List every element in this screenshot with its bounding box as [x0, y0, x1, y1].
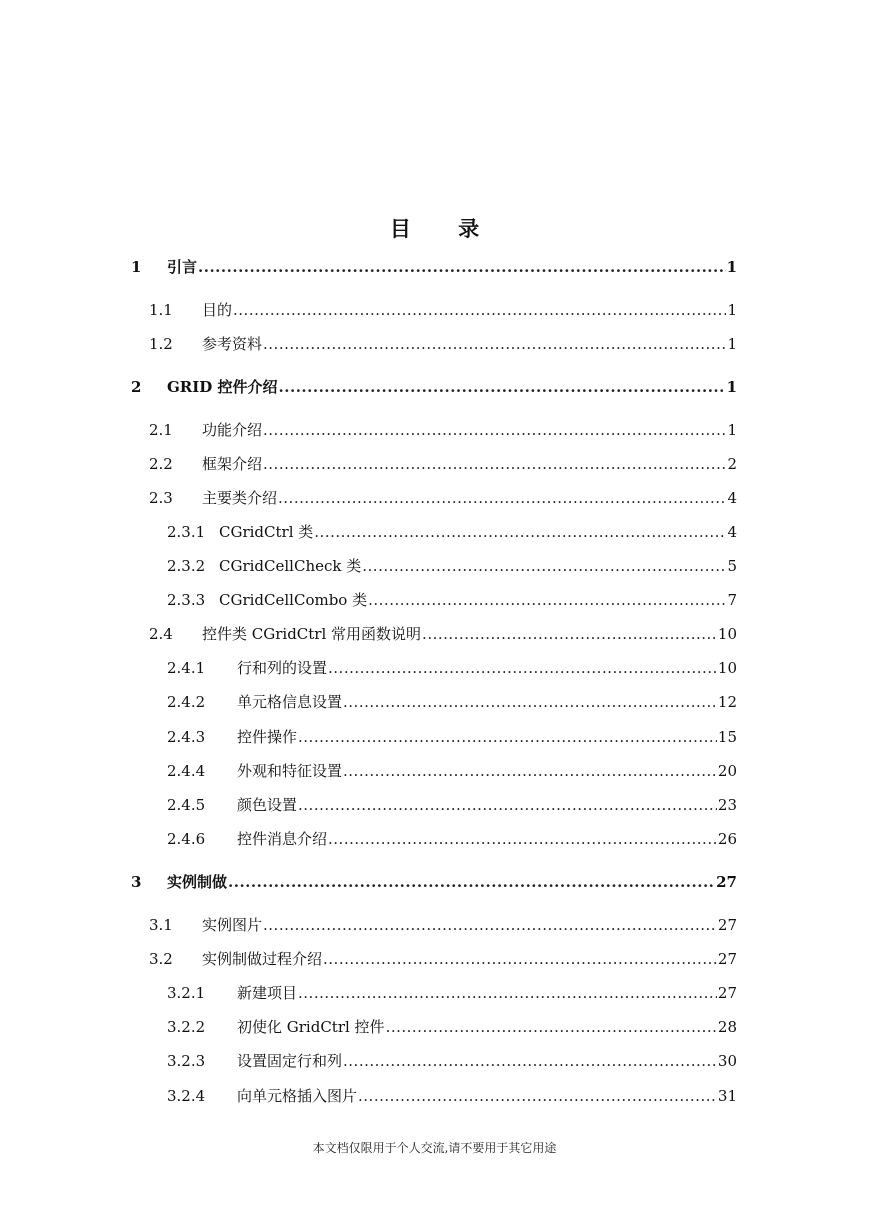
toc-number: 3.2 — [149, 950, 173, 968]
toc-label: CGridCellCheck 类 — [219, 557, 362, 575]
toc-label: 主要类介绍 — [202, 489, 278, 507]
toc-entry[interactable] — [167, 1017, 737, 1037]
toc-page: 27 — [717, 950, 737, 968]
toc-leader — [343, 761, 717, 781]
toc-number: 2.4.5 — [167, 796, 206, 814]
toc-leader — [298, 983, 717, 1003]
toc-number: 2.3.3 — [167, 591, 206, 609]
toc-number: 2.3 — [149, 489, 173, 507]
toc-number: 1 — [131, 258, 142, 276]
toc-number: 2.4.3 — [167, 728, 206, 746]
toc-page: 1 — [727, 301, 737, 319]
toc-leader — [279, 377, 726, 397]
toc-number: 3.2.4 — [167, 1087, 206, 1105]
page-title: 目 录 — [389, 216, 500, 241]
toc-number: 2.3.2 — [167, 557, 206, 575]
toc-page: 2 — [727, 455, 737, 473]
toc-label: 框架介绍 — [202, 455, 263, 473]
toc-entry[interactable] — [167, 556, 737, 576]
toc-page: 31 — [717, 1087, 737, 1105]
toc-entry[interactable] — [149, 454, 737, 474]
toc-label: 功能介绍 — [202, 421, 263, 439]
toc-entry[interactable] — [167, 829, 737, 849]
toc-label: 控件操作 — [237, 728, 298, 746]
toc-leader — [328, 829, 717, 849]
toc-number: 2.4.4 — [167, 762, 206, 780]
toc-page: 27 — [717, 984, 737, 1002]
toc-entry[interactable] — [149, 300, 737, 320]
toc-page: 27 — [717, 916, 737, 934]
toc-entry[interactable] — [167, 983, 737, 1003]
toc-label: 向单元格插入图片 — [237, 1087, 358, 1105]
toc-number: 1.1 — [149, 301, 173, 319]
toc-label: 引言 — [167, 258, 198, 276]
toc-number: 2.4.2 — [167, 693, 206, 711]
toc-leader — [298, 795, 717, 815]
toc-page: 30 — [717, 1052, 737, 1070]
toc-page: 23 — [717, 796, 737, 814]
toc-leader — [368, 590, 726, 610]
toc-label: 设置固定行和列 — [237, 1052, 343, 1070]
page-footer: 本文档仅限用于个人交流,请不要用于其它用途 — [312, 1141, 557, 1155]
toc-number: 1.2 — [149, 335, 173, 353]
toc-page: 26 — [717, 830, 737, 848]
toc-label: 颜色设置 — [237, 796, 298, 814]
toc-number: 2.4.6 — [167, 830, 206, 848]
toc-number: 2.1 — [149, 421, 173, 439]
toc-entry[interactable] — [149, 949, 737, 969]
toc-entry[interactable] — [167, 522, 737, 542]
toc-page: 4 — [727, 523, 737, 541]
toc-leader — [298, 727, 717, 747]
toc-label: GRID 控件介绍 — [167, 378, 278, 396]
toc-entry[interactable] — [149, 334, 737, 354]
toc-leader — [343, 1051, 717, 1071]
toc-label: 实例制做 — [167, 873, 228, 891]
toc-number: 3.1 — [149, 916, 173, 934]
toc-page: 27 — [716, 873, 737, 891]
toc-label: 单元格信息设置 — [237, 693, 343, 711]
toc-leader — [263, 915, 717, 935]
toc-page: 12 — [717, 693, 737, 711]
toc-leader — [228, 872, 715, 892]
toc-label: 实例制做过程介绍 — [202, 950, 323, 968]
toc-number: 3.2.1 — [167, 984, 206, 1002]
toc-entry[interactable] — [167, 761, 737, 781]
toc-entry[interactable] — [167, 658, 737, 678]
toc-label: 新建项目 — [237, 984, 298, 1002]
toc-label: 目的 — [202, 301, 233, 319]
toc-page: 20 — [717, 762, 737, 780]
toc-leader — [198, 257, 726, 277]
toc-leader — [263, 420, 726, 440]
toc-entry[interactable] — [167, 590, 737, 610]
toc-entry[interactable] — [167, 692, 737, 712]
toc-number: 3 — [131, 873, 142, 891]
toc-label: 控件类 CGridCtrl 常用函数说明 — [202, 625, 422, 643]
toc-page: 10 — [717, 625, 737, 643]
toc-page: 5 — [727, 557, 737, 575]
toc-leader — [422, 624, 717, 644]
toc-leader — [314, 522, 726, 542]
toc-leader — [263, 454, 726, 474]
toc-number: 3.2.3 — [167, 1052, 206, 1070]
toc-entry[interactable] — [131, 257, 737, 277]
toc-page: 1 — [727, 335, 737, 353]
toc-number: 2 — [131, 378, 142, 396]
toc-entry[interactable] — [167, 1051, 737, 1071]
toc-leader — [323, 949, 717, 969]
toc-label: 控件消息介绍 — [237, 830, 328, 848]
toc-entry[interactable] — [167, 795, 737, 815]
toc-entry[interactable] — [131, 377, 737, 397]
toc-leader — [362, 556, 726, 576]
toc-page: 7 — [727, 591, 737, 609]
toc-page: 28 — [717, 1018, 737, 1036]
toc-label: 外观和特征设置 — [237, 762, 343, 780]
toc-page: 10 — [717, 659, 737, 677]
toc-leader — [343, 692, 717, 712]
toc-number: 2.3.1 — [167, 523, 206, 541]
toc-number: 2.2 — [149, 455, 173, 473]
toc-number: 3.2.2 — [167, 1018, 206, 1036]
toc-entry[interactable] — [149, 915, 737, 935]
toc-leader — [278, 488, 726, 508]
toc-page: 1 — [726, 378, 737, 396]
toc-label: 初使化 GridCtrl 控件 — [237, 1018, 385, 1036]
toc-leader — [263, 334, 726, 354]
toc-label: 参考资料 — [202, 335, 263, 353]
toc-entry[interactable] — [131, 872, 737, 892]
toc-page: 1 — [726, 258, 737, 276]
toc-label: CGridCtrl 类 — [219, 523, 314, 541]
toc-entry[interactable] — [149, 420, 737, 440]
toc-leader — [328, 658, 717, 678]
toc-entry[interactable] — [167, 727, 737, 747]
toc-entry[interactable] — [149, 624, 737, 644]
toc-number: 2.4 — [149, 625, 173, 643]
toc-page: 4 — [727, 489, 737, 507]
toc-entry[interactable] — [167, 1086, 737, 1106]
toc-number: 2.4.1 — [167, 659, 206, 677]
toc-page: 1 — [727, 421, 737, 439]
toc-entry[interactable] — [149, 488, 737, 508]
toc-leader — [386, 1017, 717, 1037]
toc-label: 行和列的设置 — [237, 659, 328, 677]
toc-page: 15 — [717, 728, 737, 746]
toc-label: 实例图片 — [202, 916, 263, 934]
toc-label: CGridCellCombo 类 — [219, 591, 368, 609]
toc-leader — [233, 300, 726, 320]
toc-leader — [358, 1086, 717, 1106]
